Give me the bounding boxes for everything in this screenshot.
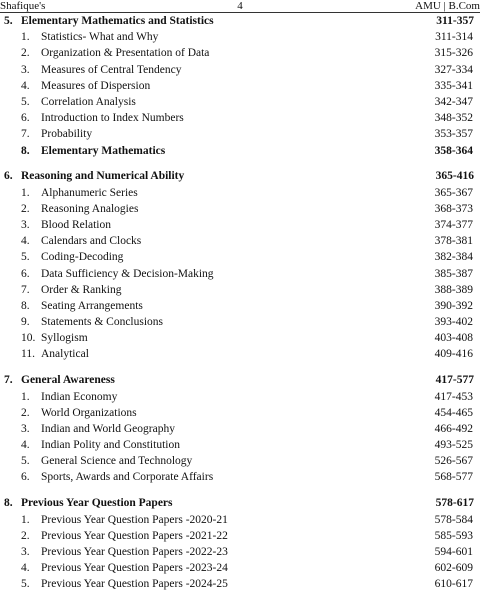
section-number: 8. xyxy=(4,497,13,510)
entry-number: 11. xyxy=(21,348,35,361)
entry-pages: 315-326 xyxy=(434,47,473,60)
entry-title: Indian and World Geography xyxy=(41,422,175,435)
section-heading xyxy=(0,372,480,388)
entry-title: Analytical xyxy=(41,348,89,361)
section-number: 5. xyxy=(4,15,13,27)
entry-pages: 454-465 xyxy=(434,406,473,419)
toc-entry xyxy=(0,560,480,576)
entry-number: 1. xyxy=(21,513,30,526)
section-title: Reasoning and Numerical Ability xyxy=(21,170,185,183)
entry-title: Introduction to Index Numbers xyxy=(41,112,184,125)
entry-pages: 365-367 xyxy=(434,186,473,199)
entry-title: Correlation Analysis xyxy=(41,95,136,108)
entry-number: 3. xyxy=(21,422,30,435)
entry-number: 4. xyxy=(21,235,30,248)
entry-pages: 348-352 xyxy=(434,112,473,125)
entry-pages: 526-567 xyxy=(434,455,473,468)
toc-entry xyxy=(0,453,480,469)
toc-entry xyxy=(0,528,480,544)
toc-entry xyxy=(0,314,480,330)
toc-entry xyxy=(0,389,480,405)
toc-entry xyxy=(0,469,480,485)
entry-number: 6. xyxy=(21,471,30,484)
entry-title: Coding-Decoding xyxy=(41,251,124,264)
entry-number: 2. xyxy=(21,529,30,542)
toc-entry xyxy=(0,62,480,78)
section-heading xyxy=(0,168,480,184)
entry-number: 2. xyxy=(21,202,30,215)
entry-number: 10. xyxy=(21,332,36,345)
section-heading xyxy=(0,13,480,29)
entry-number: 3. xyxy=(21,545,30,558)
entry-pages: 594-601 xyxy=(434,545,473,558)
toc-entry xyxy=(0,143,480,159)
entry-number: 5. xyxy=(21,251,30,264)
entry-title: Previous Year Question Papers -2023-24 xyxy=(41,562,228,575)
entry-pages: 409-416 xyxy=(434,348,473,361)
entry-title: Statistics- What and Why xyxy=(41,31,159,44)
toc-entry xyxy=(0,94,480,110)
entry-title: Syllogism xyxy=(41,332,88,345)
toc-entry xyxy=(0,437,480,453)
entry-number: 7. xyxy=(21,128,30,141)
entry-pages: 335-341 xyxy=(434,79,473,92)
toc-entry xyxy=(0,421,480,437)
entry-title: General Science and Technology xyxy=(41,455,193,468)
toc-entry xyxy=(0,266,480,282)
entry-number: 4. xyxy=(21,79,30,92)
entry-pages: 353-357 xyxy=(434,128,473,141)
entry-number: 3. xyxy=(21,63,30,76)
section-pages: 365-416 xyxy=(435,170,474,183)
toc-entry xyxy=(0,544,480,560)
entry-pages: 602-609 xyxy=(434,562,473,575)
entry-number: 1. xyxy=(21,390,30,403)
entry-title: Measures of Dispersion xyxy=(41,79,151,92)
toc-entry xyxy=(0,201,480,217)
entry-pages: 466-492 xyxy=(434,422,473,435)
entry-number: 5. xyxy=(21,578,30,591)
entry-pages: 311-314 xyxy=(435,31,473,44)
entry-pages: 378-381 xyxy=(434,235,473,248)
toc-entry xyxy=(0,29,480,45)
section-title: General Awareness xyxy=(21,374,115,387)
entry-title: Organization & Presentation of Data xyxy=(41,47,210,60)
toc-entry xyxy=(0,298,480,314)
entry-pages: 585-593 xyxy=(434,529,473,542)
entry-pages: 393-402 xyxy=(434,316,473,329)
entry-title: Elementary Mathematics xyxy=(41,144,166,157)
entry-pages: 403-408 xyxy=(434,332,473,345)
toc-entry xyxy=(0,217,480,233)
entry-title: Previous Year Question Papers -2022-23 xyxy=(41,545,228,558)
entry-pages: 358-364 xyxy=(434,144,473,157)
entry-title: Previous Year Question Papers -2021-22 xyxy=(41,529,228,542)
section-number: 6. xyxy=(4,170,13,183)
entry-title: Alphanumeric Series xyxy=(41,186,138,199)
entry-number: 7. xyxy=(21,283,30,296)
section-spacer xyxy=(0,363,480,373)
section-title: Previous Year Question Papers xyxy=(21,497,173,510)
entry-number: 9. xyxy=(21,316,30,329)
toc-entry xyxy=(0,110,480,126)
toc-entry xyxy=(0,576,480,592)
entry-pages: 568-577 xyxy=(434,471,473,484)
entry-pages: 374-377 xyxy=(434,218,473,231)
section-title: Elementary Mathematics and Statistics xyxy=(21,15,214,27)
entry-title: Order & Ranking xyxy=(41,283,122,296)
entry-title: Reasoning Analogies xyxy=(41,202,139,215)
entry-number: 3. xyxy=(21,218,30,231)
toc-entry xyxy=(0,249,480,265)
entry-pages: 382-384 xyxy=(434,251,473,264)
section-pages: 578-617 xyxy=(435,497,474,510)
entry-title: Probability xyxy=(41,128,93,141)
toc-entry xyxy=(0,78,480,94)
entry-pages: 342-347 xyxy=(434,95,473,108)
entry-title: Indian Economy xyxy=(41,390,118,403)
toc-entry xyxy=(0,346,480,362)
entry-number: 2. xyxy=(21,406,30,419)
header-publisher: Shafique's xyxy=(0,0,46,12)
entry-number: 4. xyxy=(21,562,30,575)
entry-pages: 493-525 xyxy=(434,439,473,452)
toc-entry xyxy=(0,282,480,298)
entry-number: 8. xyxy=(21,144,30,157)
toc-entry xyxy=(0,233,480,249)
entry-pages: 417-453 xyxy=(434,390,473,403)
entry-title: Statements & Conclusions xyxy=(41,316,164,329)
entry-title: Data Sufficiency & Decision-Making xyxy=(41,267,214,280)
header-course: AMU | B.Com xyxy=(415,0,480,12)
table-of-contents xyxy=(0,13,480,592)
toc-entry xyxy=(0,45,480,61)
section-pages: 311-357 xyxy=(436,15,474,27)
entry-pages: 578-584 xyxy=(434,513,473,526)
toc-entry xyxy=(0,330,480,346)
entry-title: Blood Relation xyxy=(41,218,111,231)
entry-number: 6. xyxy=(21,112,30,125)
section-spacer xyxy=(0,159,480,169)
toc-entry xyxy=(0,126,480,142)
entry-number: 1. xyxy=(21,31,30,44)
toc-entry xyxy=(0,512,480,528)
section-heading xyxy=(0,495,480,511)
section-spacer xyxy=(0,486,480,496)
entry-title: Previous Year Question Papers -2020-21 xyxy=(41,513,228,526)
entry-title: Indian Polity and Constitution xyxy=(41,439,180,452)
entry-number: 2. xyxy=(21,47,30,60)
entry-title: World Organizations xyxy=(41,406,137,419)
entry-pages: 327-334 xyxy=(434,63,473,76)
entry-pages: 368-373 xyxy=(434,202,473,215)
entry-pages: 390-392 xyxy=(434,299,473,312)
entry-pages: 610-617 xyxy=(434,578,473,591)
entry-pages: 385-387 xyxy=(434,267,473,280)
entry-number: 1. xyxy=(21,186,30,199)
section-number: 7. xyxy=(4,374,13,387)
entry-number: 5. xyxy=(21,95,30,108)
toc-entry xyxy=(0,405,480,421)
entry-title: Seating Arrangements xyxy=(41,299,143,312)
entry-number: 8. xyxy=(21,299,30,312)
entry-title: Measures of Central Tendency xyxy=(41,63,182,76)
section-pages: 417-577 xyxy=(435,374,474,387)
entry-pages: 388-389 xyxy=(434,283,473,296)
entry-number: 4. xyxy=(21,439,30,452)
toc-entry xyxy=(0,185,480,201)
entry-title: Calendars and Clocks xyxy=(41,235,142,248)
entry-title: Previous Year Question Papers -2024-25 xyxy=(41,578,228,591)
entry-number: 6. xyxy=(21,267,30,280)
entry-title: Sports, Awards and Corporate Affairs xyxy=(41,471,214,484)
entry-number: 5. xyxy=(21,455,30,468)
header-page-number: 4 xyxy=(237,0,243,12)
